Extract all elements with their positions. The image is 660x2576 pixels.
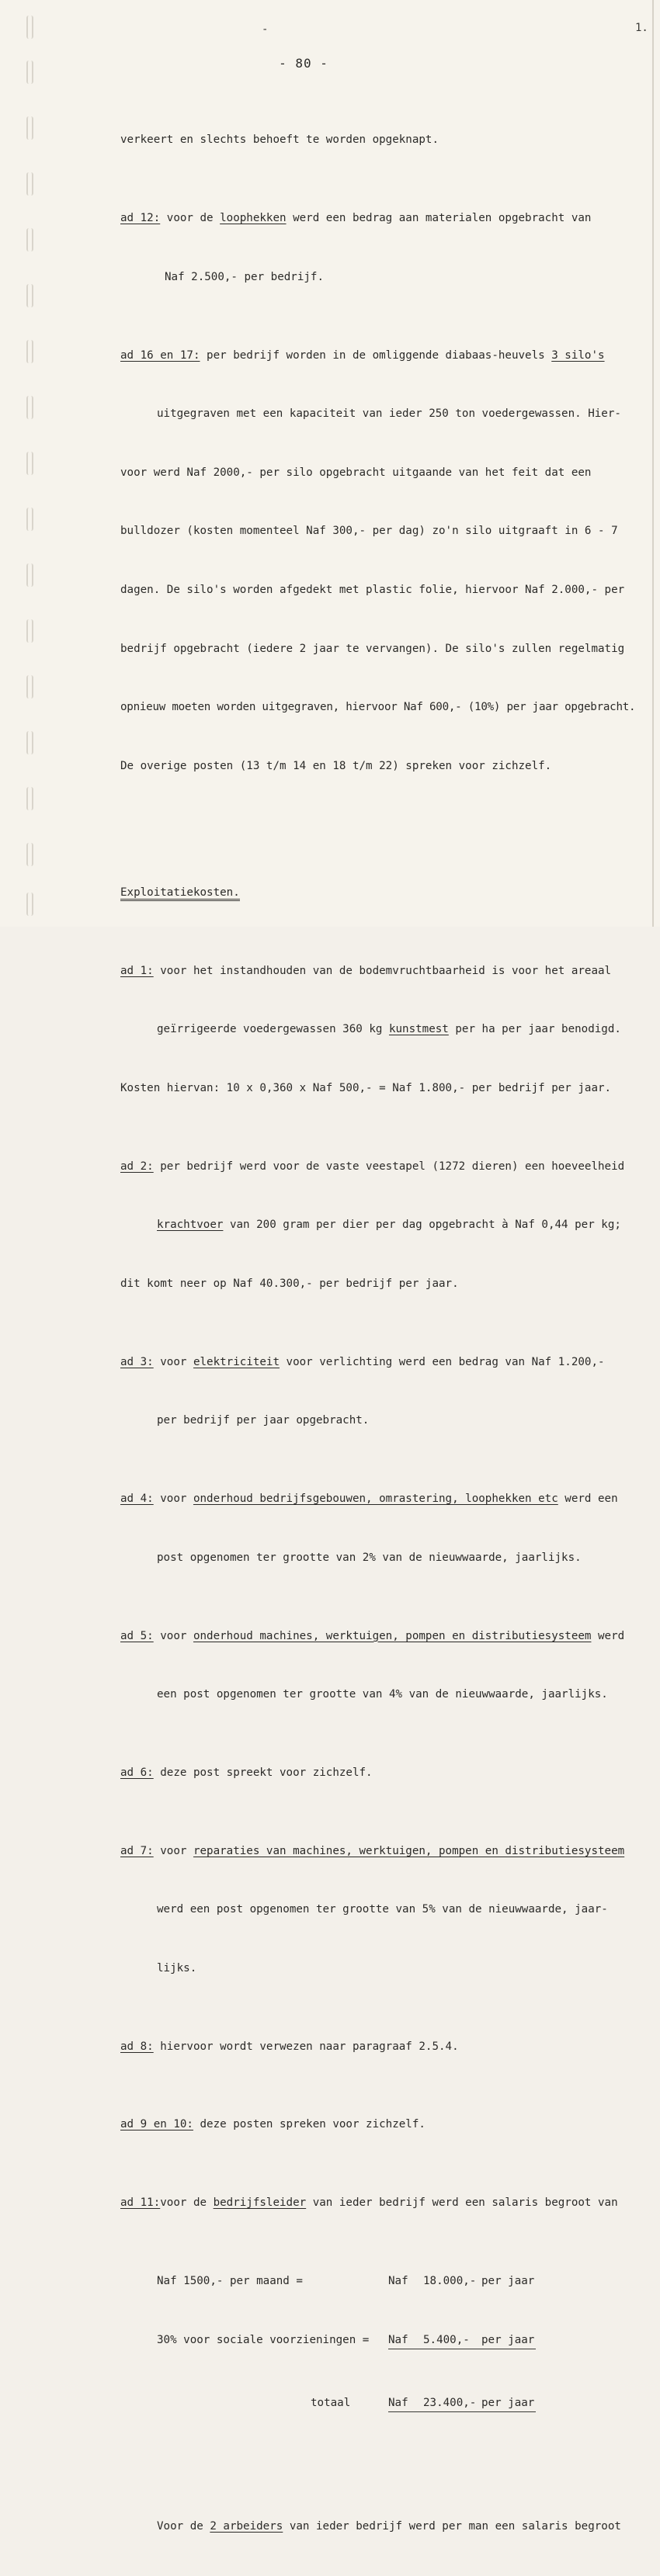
item-label: ad 12:: [120, 212, 161, 225]
line-text: Naf 2.500,- per bedrijf.: [165, 270, 324, 283]
underlined-term: reparaties van machines, werktuigen, pompen en distributiesysteem: [193, 1844, 625, 1857]
item-label: ad 9 en 10:: [120, 2118, 193, 2131]
line-text: werd: [591, 1629, 625, 1642]
item-label: ad 7:: [120, 1844, 154, 1857]
binding-hole: [26, 396, 33, 419]
text-line: [120, 757, 633, 776]
text-line: [120, 404, 633, 424]
spacer: [120, 835, 633, 844]
line-text: opnieuw moeten worden uitgegraven, hiervoor Naf 600,- (10%) per jaar opgebracht.: [120, 701, 636, 714]
underlined-term: elektriciteit: [193, 1355, 280, 1368]
line-text: van ieder bedrijf werd per man een salaris begroot: [283, 2520, 621, 2533]
line-text: een post opgenomen ter grootte van 4% van de nieuwwaarde, jaarlijks.: [157, 1688, 608, 1701]
binding-hole: [26, 843, 33, 866]
page-number: - 80 -: [279, 56, 328, 71]
line-text: van 200 gram per dier per dag opgebracht à Naf 0,44 per kg;: [223, 1219, 621, 1232]
social-row: [120, 2331, 633, 2350]
line-text: van ieder bedrijf werd een salaris begroot van: [306, 2196, 618, 2210]
amount: 18.000,-: [423, 2275, 477, 2288]
underlined-term: loophekken: [220, 212, 287, 225]
line-text: per bedrijf werd voor de vaste veestapel (1272 dieren) een hoeveelheid: [153, 1160, 625, 1173]
corner-mark: 1.: [635, 22, 648, 34]
line-text: bedrijf opgebracht (iedere 2 jaar te vervangen). De silo's zullen regelmatig: [120, 642, 625, 655]
item-label: ad 1:: [120, 964, 154, 977]
binding-hole: [26, 893, 33, 916]
item-label: ad 4:: [120, 1493, 154, 1506]
line-text: voor: [153, 1844, 193, 1857]
line-text: voor: [153, 1355, 193, 1368]
heading-text: Exploitatiekosten.: [120, 886, 240, 901]
text-line: [120, 1020, 633, 1039]
item-label: ad 5:: [120, 1629, 154, 1642]
item-ad12: [120, 209, 633, 228]
binding-hole: [26, 563, 33, 587]
line-text: geïrrigeerde voedergewassen 360 kg: [157, 1023, 389, 1036]
line-text: Kosten hiervan: 10 x 0,360 x Naf 500,- = Naf 1.800,- per bedrijf per jaar.: [120, 1081, 612, 1094]
text-line: [120, 581, 633, 600]
line-text: deze posten spreken voor zichzelf.: [193, 2118, 426, 2131]
line-text: werd een post opgenomen ter grootte van 5% van de nieuwwaarde, jaar-: [157, 1903, 608, 1916]
binding-hole: [26, 508, 33, 531]
underlined-term: 3 silo's: [551, 348, 605, 362]
line-text: Voor de: [157, 2520, 210, 2533]
unit: per jaar: [481, 2333, 535, 2346]
text-line: [120, 463, 633, 483]
underlined-term: bedrijfsleider: [213, 2196, 307, 2210]
line-text: dit komt neer op Naf 40.300,- per bedrijf per jaar.: [120, 1277, 459, 1290]
line-text: dagen. De silo's worden afgedekt met plastic folie, hiervoor Naf 2.000,- per: [120, 583, 625, 596]
line-text: hiervoor wordt verwezen naar paragraaf 2.5.4.: [153, 2040, 459, 2053]
text-line: [120, 1548, 633, 1568]
text-line: [120, 522, 633, 541]
unit: per jaar: [481, 2275, 535, 2288]
line-text: deze post spreekt voor zichzelf.: [153, 1766, 373, 1779]
line-text: uitgegraven met een kapaciteit van ieder 250 ton voedergewassen. Hier-: [157, 407, 621, 421]
currency: Naf: [388, 2397, 408, 2410]
binding-hole: [26, 731, 33, 754]
text-line: [120, 698, 636, 717]
line-text: verkeert en slechts behoeft te worden opgeknapt.: [120, 133, 439, 147]
row-label: Naf 1500,- per maand =: [157, 2275, 303, 2288]
text-line: [120, 1685, 633, 1704]
body-text: [120, 92, 636, 2576]
item-ad4: [120, 1489, 633, 1509]
underlined-term: onderhoud bedrijfsgebouwen, omrastering, loophekken etc: [193, 1493, 558, 1506]
underlined-term: kunstmest: [388, 1023, 449, 1036]
salary-row: [120, 2272, 633, 2291]
underlined-term: onderhoud machines, werktuigen, pompen en distributiesysteem: [193, 1629, 592, 1642]
line-text: voor verlichting werd een bedrag van Naf 1.200,-: [280, 1355, 605, 1368]
item-ad2: [120, 1157, 633, 1177]
item-ad3: [120, 1353, 633, 1372]
unit: per jaar: [481, 2397, 535, 2410]
underlined-term: 2 arbeiders: [210, 2520, 283, 2533]
line-text: voor: [153, 1629, 193, 1642]
item-label: ad 6:: [120, 1766, 154, 1779]
binding-hole: [26, 619, 33, 643]
binding-hole: [26, 787, 33, 810]
line-text: werd een: [558, 1493, 618, 1506]
line-text: De overige posten (13 t/m 14 en 18 t/m 22) spreken voor zichzelf.: [120, 759, 552, 772]
currency: Naf: [388, 2275, 408, 2288]
text-line: [120, 268, 633, 287]
item-label: ad 11:: [120, 2196, 161, 2210]
binding-holes: [25, 0, 36, 927]
item-ad9: [120, 2115, 633, 2134]
binding-hole: [26, 16, 33, 39]
binding-hole: [26, 228, 33, 251]
amount: 5.400,-: [423, 2333, 470, 2346]
line-text: lijks.: [157, 1961, 197, 1974]
item-ad6: [120, 1763, 633, 1783]
text-line: [120, 640, 633, 659]
page-edge: [652, 0, 654, 927]
item-ad5: [120, 1627, 633, 1646]
item-label: ad 8:: [120, 2040, 154, 2053]
item-ad11: [120, 2193, 633, 2213]
item-ad16: [120, 346, 633, 366]
line-text: bulldozer (kosten momenteel Naf 300,- per dag) zo'n silo uitgraaft in 6 - 7: [120, 525, 618, 538]
section-heading: [120, 883, 633, 903]
binding-hole: [26, 116, 33, 140]
text-line: [120, 1079, 633, 1098]
line-text: per bedrijf worden in de omliggende diabaas-heuvels: [200, 348, 552, 362]
text-line: [120, 2517, 633, 2536]
currency: Naf: [388, 2333, 408, 2346]
line-text: voor het instandhouden van de bodemvruchtbaarheid is voor het areaal: [153, 964, 612, 977]
binding-hole: [26, 284, 33, 307]
text-line: [120, 1215, 633, 1235]
total-row: [120, 2394, 633, 2413]
text-line: [120, 1274, 633, 1294]
spacer: [120, 2472, 633, 2478]
line-text: voor de: [160, 2196, 214, 2210]
item-ad7: [120, 1842, 633, 1861]
text-line: [120, 130, 633, 150]
binding-hole: [26, 340, 33, 363]
row-label: 30% voor sociale voorzieningen =: [157, 2333, 370, 2346]
item-ad8: [120, 2037, 633, 2057]
line-text: post opgenomen ter grootte van 2% van de nieuwwaarde, jaarlijks.: [157, 1551, 582, 1564]
line-text: per ha per jaar benodigd.: [448, 1023, 621, 1036]
item-label: ad 3:: [120, 1355, 154, 1368]
line-text: voor: [153, 1493, 193, 1506]
top-mark: -: [262, 23, 269, 36]
row-label: totaal: [311, 2397, 351, 2410]
underlined-term: krachtvoer: [157, 1219, 224, 1232]
amount: 23.400,-: [423, 2397, 477, 2410]
line-text: voor werd Naf 2000,- per silo opgebracht uitgaande van het feit dat een: [120, 466, 592, 479]
binding-hole: [26, 675, 33, 699]
line-text: voor de: [160, 212, 221, 225]
line-text: per bedrijf per jaar opgebracht.: [157, 1414, 370, 1427]
binding-hole: [26, 452, 33, 475]
text-line: [120, 1900, 633, 1919]
line-text: werd een bedrag aan materialen opgebracht van: [286, 212, 592, 225]
text-line: [120, 1959, 633, 1978]
sum-line: [388, 2411, 536, 2412]
item-label: ad 2:: [120, 1160, 154, 1173]
item-ad1: [120, 962, 633, 981]
text-line: [120, 1411, 633, 1430]
binding-hole: [26, 172, 33, 196]
item-label: ad 16 en 17:: [120, 348, 200, 362]
